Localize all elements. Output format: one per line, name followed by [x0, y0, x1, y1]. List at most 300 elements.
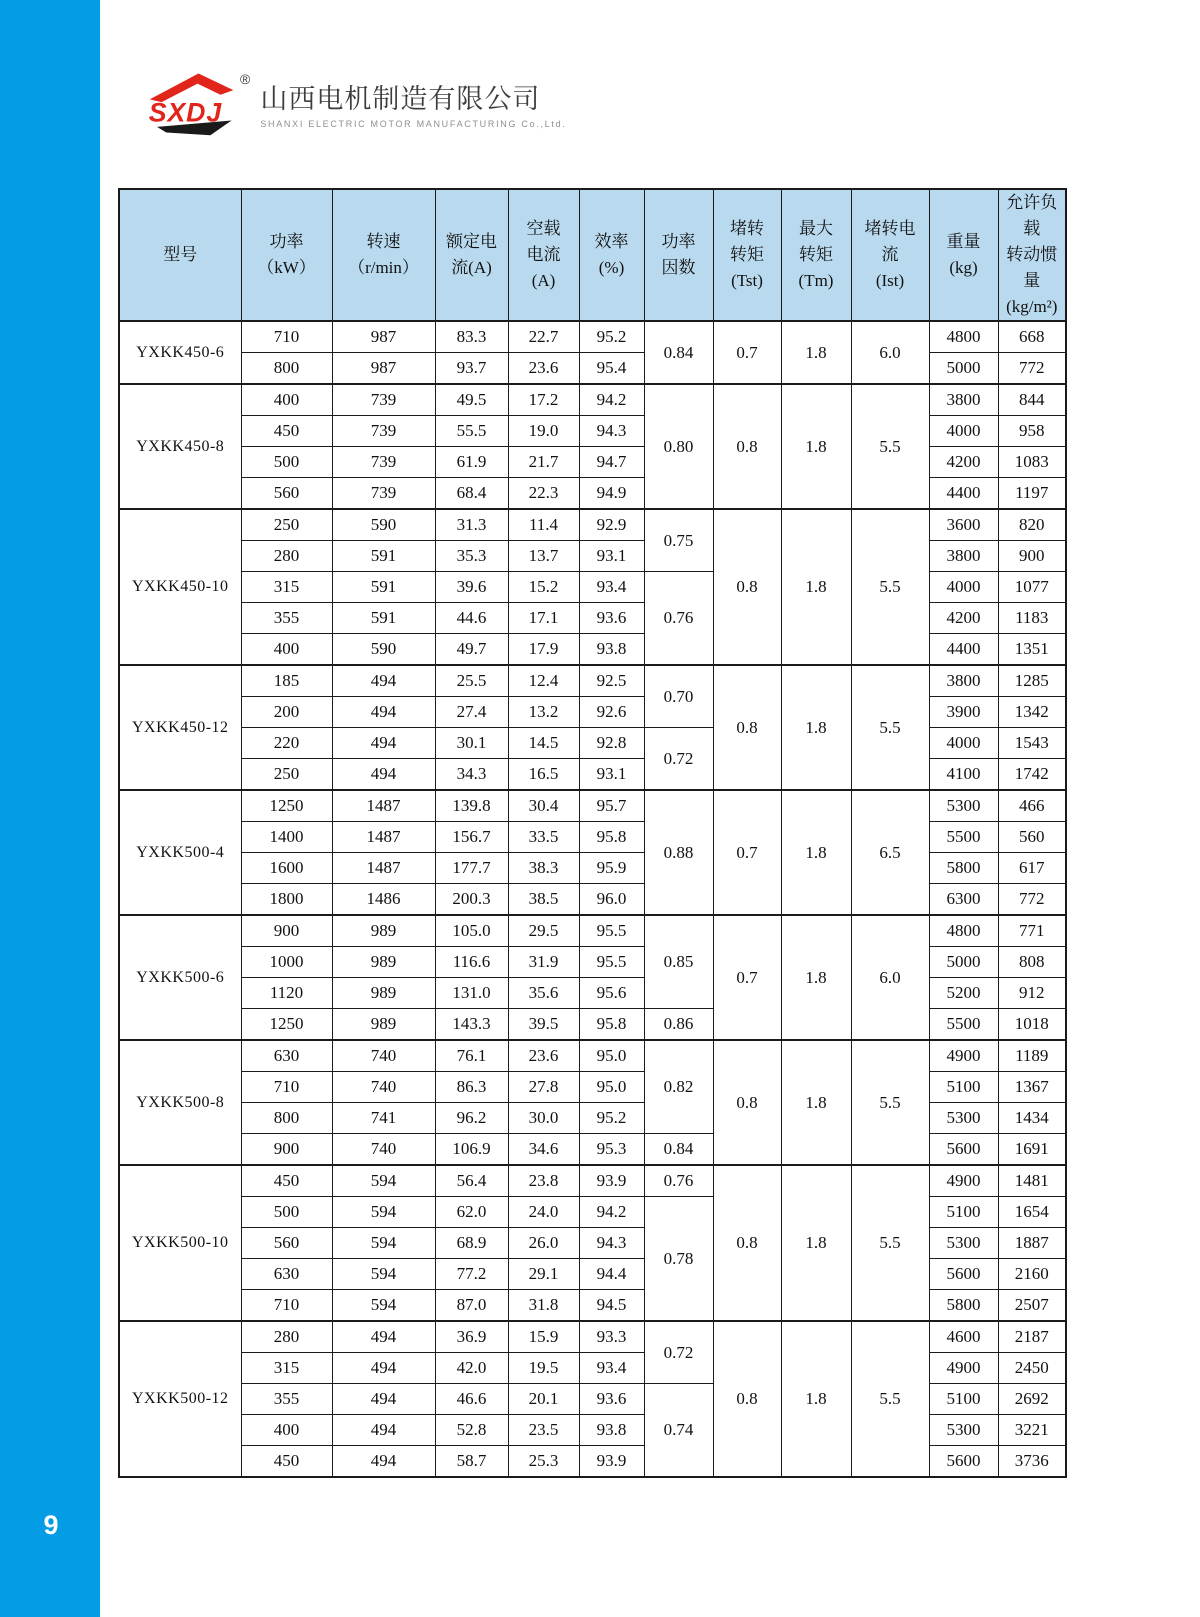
- cell-speed: 987: [332, 353, 435, 385]
- cell-weight: 3800: [929, 541, 998, 572]
- cell-power-factor: 0.70: [644, 665, 713, 728]
- cell-noload-current: 14.5: [508, 728, 579, 759]
- cell-max-torque: 1.8: [781, 509, 851, 665]
- cell-efficiency: 95.8: [579, 822, 644, 853]
- table-row: [119, 790, 1066, 822]
- cell-efficiency: 96.0: [579, 884, 644, 916]
- left-accent-strip: [0, 0, 100, 1617]
- cell-efficiency: 93.3: [579, 1321, 644, 1353]
- cell-power: 250: [241, 509, 332, 541]
- cell-power: 1400: [241, 822, 332, 853]
- col-header-max-torque: 最大 转矩 (Tm): [781, 189, 851, 321]
- cell-inertia: 3736: [998, 1446, 1066, 1478]
- table-row: [119, 384, 1066, 416]
- cell-power: 900: [241, 915, 332, 947]
- cell-speed: 594: [332, 1165, 435, 1197]
- cell-inertia: 668: [998, 321, 1066, 353]
- cell-speed: 739: [332, 384, 435, 416]
- cell-power: 450: [241, 1165, 332, 1197]
- cell-efficiency: 95.5: [579, 915, 644, 947]
- cell-rated-current: 143.3: [435, 1009, 508, 1041]
- cell-power: 1000: [241, 947, 332, 978]
- cell-speed: 594: [332, 1290, 435, 1322]
- cell-speed: 494: [332, 759, 435, 791]
- cell-weight: 4800: [929, 321, 998, 353]
- cell-efficiency: 93.8: [579, 1415, 644, 1446]
- cell-noload-current: 38.3: [508, 853, 579, 884]
- cell-noload-current: 39.5: [508, 1009, 579, 1041]
- cell-speed: 594: [332, 1259, 435, 1290]
- cell-inertia: 1077: [998, 572, 1066, 603]
- table-row: [119, 509, 1066, 541]
- cell-weight: 4100: [929, 759, 998, 791]
- cell-power-factor: 0.72: [644, 728, 713, 791]
- cell-rated-current: 139.8: [435, 790, 508, 822]
- cell-weight: 5300: [929, 1415, 998, 1446]
- cell-noload-current: 29.1: [508, 1259, 579, 1290]
- cell-inertia: 560: [998, 822, 1066, 853]
- cell-weight: 5100: [929, 1384, 998, 1415]
- cell-efficiency: 95.2: [579, 1103, 644, 1134]
- cell-weight: 4800: [929, 915, 998, 947]
- cell-speed: 494: [332, 665, 435, 697]
- cell-inertia: 2692: [998, 1384, 1066, 1415]
- cell-weight: 4000: [929, 416, 998, 447]
- cell-efficiency: 93.1: [579, 759, 644, 791]
- cell-power-factor: 0.72: [644, 1321, 713, 1384]
- col-header-model: 型号: [119, 189, 241, 321]
- cell-speed: 494: [332, 728, 435, 759]
- cell-noload-current: 23.8: [508, 1165, 579, 1197]
- cell-power: 450: [241, 1446, 332, 1478]
- cell-power: 200: [241, 697, 332, 728]
- cell-noload-current: 34.6: [508, 1134, 579, 1166]
- cell-speed: 739: [332, 416, 435, 447]
- cell-power: 355: [241, 603, 332, 634]
- cell-noload-current: 31.9: [508, 947, 579, 978]
- col-header-locked-current: 堵转电 流 (Ist): [851, 189, 929, 321]
- cell-efficiency: 95.9: [579, 853, 644, 884]
- cell-model: YXKK500-6: [119, 915, 241, 1040]
- cell-power: 900: [241, 1134, 332, 1166]
- cell-efficiency: 93.6: [579, 1384, 644, 1415]
- cell-efficiency: 94.2: [579, 384, 644, 416]
- cell-power-factor: 0.84: [644, 1134, 713, 1166]
- cell-power: 315: [241, 572, 332, 603]
- cell-noload-current: 23.6: [508, 353, 579, 385]
- cell-weight: 5300: [929, 1228, 998, 1259]
- cell-inertia: 1189: [998, 1040, 1066, 1072]
- cell-speed: 494: [332, 1415, 435, 1446]
- col-header-efficiency: 效率 (%): [579, 189, 644, 321]
- company-logo: [146, 66, 567, 140]
- cell-max-torque: 1.8: [781, 321, 851, 384]
- cell-efficiency: 94.5: [579, 1290, 644, 1322]
- cell-rated-current: 131.0: [435, 978, 508, 1009]
- cell-efficiency: 94.2: [579, 1197, 644, 1228]
- cell-efficiency: 95.6: [579, 978, 644, 1009]
- cell-speed: 989: [332, 947, 435, 978]
- cell-rated-current: 77.2: [435, 1259, 508, 1290]
- table-row: [119, 1165, 1066, 1197]
- cell-weight: 6300: [929, 884, 998, 916]
- cell-noload-current: 22.3: [508, 478, 579, 510]
- col-header-power: 功率 （kW）: [241, 189, 332, 321]
- cell-power: 800: [241, 1103, 332, 1134]
- cell-power-factor: 0.75: [644, 509, 713, 572]
- cell-inertia: 1434: [998, 1103, 1066, 1134]
- cell-power: 315: [241, 1353, 332, 1384]
- cell-inertia: 900: [998, 541, 1066, 572]
- cell-max-torque: 1.8: [781, 1040, 851, 1165]
- cell-inertia: 1654: [998, 1197, 1066, 1228]
- cell-weight: 5500: [929, 1009, 998, 1041]
- table-row: [119, 665, 1066, 697]
- cell-rated-current: 106.9: [435, 1134, 508, 1166]
- cell-inertia: 1183: [998, 603, 1066, 634]
- cell-rated-current: 31.3: [435, 509, 508, 541]
- cell-weight: 4200: [929, 603, 998, 634]
- cell-inertia: 617: [998, 853, 1066, 884]
- cell-speed: 494: [332, 1446, 435, 1478]
- cell-rated-current: 39.6: [435, 572, 508, 603]
- cell-noload-current: 29.5: [508, 915, 579, 947]
- cell-weight: 4000: [929, 572, 998, 603]
- cell-weight: 3800: [929, 384, 998, 416]
- cell-rated-current: 36.9: [435, 1321, 508, 1353]
- cell-efficiency: 93.9: [579, 1446, 644, 1478]
- cell-weight: 4400: [929, 478, 998, 510]
- cell-inertia: 820: [998, 509, 1066, 541]
- cell-rated-current: 61.9: [435, 447, 508, 478]
- cell-max-torque: 1.8: [781, 790, 851, 915]
- cell-weight: 5300: [929, 1103, 998, 1134]
- cell-weight: 4900: [929, 1165, 998, 1197]
- cell-efficiency: 92.9: [579, 509, 644, 541]
- cell-noload-current: 17.9: [508, 634, 579, 666]
- cell-noload-current: 30.4: [508, 790, 579, 822]
- cell-inertia: 1351: [998, 634, 1066, 666]
- col-header-rated-current: 额定电 流(A): [435, 189, 508, 321]
- cell-locked-torque: 0.8: [713, 509, 781, 665]
- cell-noload-current: 11.4: [508, 509, 579, 541]
- cell-efficiency: 92.8: [579, 728, 644, 759]
- cell-inertia: 912: [998, 978, 1066, 1009]
- col-header-weight: 重量 (kg): [929, 189, 998, 321]
- cell-efficiency: 94.3: [579, 1228, 644, 1259]
- cell-power-factor: 0.76: [644, 1165, 713, 1197]
- cell-efficiency: 95.8: [579, 1009, 644, 1041]
- cell-weight: 5600: [929, 1134, 998, 1166]
- cell-speed: 494: [332, 1384, 435, 1415]
- cell-speed: 494: [332, 1321, 435, 1353]
- cell-max-torque: 1.8: [781, 665, 851, 790]
- cell-locked-torque: 0.8: [713, 1321, 781, 1477]
- cell-noload-current: 27.8: [508, 1072, 579, 1103]
- cell-locked-current: 5.5: [851, 1165, 929, 1321]
- cell-inertia: 2187: [998, 1321, 1066, 1353]
- cell-power: 500: [241, 1197, 332, 1228]
- cell-inertia: 772: [998, 884, 1066, 916]
- cell-locked-torque: 0.7: [713, 321, 781, 384]
- table-header: [119, 189, 1066, 321]
- cell-speed: 987: [332, 321, 435, 353]
- cell-power: 280: [241, 1321, 332, 1353]
- cell-power: 400: [241, 384, 332, 416]
- cell-rated-current: 86.3: [435, 1072, 508, 1103]
- cell-power: 185: [241, 665, 332, 697]
- cell-noload-current: 17.2: [508, 384, 579, 416]
- cell-speed: 989: [332, 1009, 435, 1041]
- cell-power: 500: [241, 447, 332, 478]
- cell-speed: 591: [332, 541, 435, 572]
- cell-efficiency: 92.6: [579, 697, 644, 728]
- cell-inertia: 772: [998, 353, 1066, 385]
- cell-rated-current: 52.8: [435, 1415, 508, 1446]
- cell-weight: 5000: [929, 353, 998, 385]
- cell-power: 220: [241, 728, 332, 759]
- cell-locked-current: 5.5: [851, 1321, 929, 1477]
- cell-model: YXKK450-12: [119, 665, 241, 790]
- motor-spec-table: [118, 188, 1067, 1478]
- cell-power: 250: [241, 759, 332, 791]
- cell-weight: 4900: [929, 1353, 998, 1384]
- cell-rated-current: 34.3: [435, 759, 508, 791]
- cell-weight: 5000: [929, 947, 998, 978]
- cell-speed: 594: [332, 1197, 435, 1228]
- cell-power: 400: [241, 1415, 332, 1446]
- cell-speed: 739: [332, 478, 435, 510]
- cell-max-torque: 1.8: [781, 1165, 851, 1321]
- cell-power: 560: [241, 478, 332, 510]
- cell-rated-current: 49.7: [435, 634, 508, 666]
- cell-power: 630: [241, 1040, 332, 1072]
- cell-rated-current: 156.7: [435, 822, 508, 853]
- cell-speed: 739: [332, 447, 435, 478]
- cell-noload-current: 30.0: [508, 1103, 579, 1134]
- cell-power-factor: 0.82: [644, 1040, 713, 1134]
- cell-weight: 5500: [929, 822, 998, 853]
- cell-rated-current: 58.7: [435, 1446, 508, 1478]
- cell-locked-torque: 0.8: [713, 1165, 781, 1321]
- cell-power-factor: 0.80: [644, 384, 713, 509]
- cell-rated-current: 116.6: [435, 947, 508, 978]
- cell-speed: 594: [332, 1228, 435, 1259]
- cell-inertia: 1018: [998, 1009, 1066, 1041]
- col-header-locked-torque: 堵转 转矩 (Tst): [713, 189, 781, 321]
- cell-noload-current: 17.1: [508, 603, 579, 634]
- cell-efficiency: 95.3: [579, 1134, 644, 1166]
- cell-noload-current: 13.2: [508, 697, 579, 728]
- cell-inertia: 3221: [998, 1415, 1066, 1446]
- cell-weight: 3600: [929, 509, 998, 541]
- cell-locked-current: 5.5: [851, 384, 929, 509]
- cell-rated-current: 105.0: [435, 915, 508, 947]
- cell-rated-current: 49.5: [435, 384, 508, 416]
- cell-speed: 590: [332, 509, 435, 541]
- cell-speed: 989: [332, 915, 435, 947]
- cell-weight: 3900: [929, 697, 998, 728]
- cell-rated-current: 177.7: [435, 853, 508, 884]
- cell-power: 280: [241, 541, 332, 572]
- cell-efficiency: 95.0: [579, 1072, 644, 1103]
- cell-rated-current: 68.4: [435, 478, 508, 510]
- cell-speed: 494: [332, 1353, 435, 1384]
- cell-locked-torque: 0.8: [713, 1040, 781, 1165]
- cell-efficiency: 95.5: [579, 947, 644, 978]
- cell-efficiency: 93.9: [579, 1165, 644, 1197]
- cell-rated-current: 87.0: [435, 1290, 508, 1322]
- cell-locked-torque: 0.7: [713, 915, 781, 1040]
- cell-power: 710: [241, 1072, 332, 1103]
- cell-speed: 494: [332, 697, 435, 728]
- cell-power: 710: [241, 321, 332, 353]
- cell-rated-current: 42.0: [435, 1353, 508, 1384]
- cell-noload-current: 24.0: [508, 1197, 579, 1228]
- cell-efficiency: 94.9: [579, 478, 644, 510]
- cell-power-factor: 0.86: [644, 1009, 713, 1041]
- cell-rated-current: 93.7: [435, 353, 508, 385]
- cell-speed: 1487: [332, 853, 435, 884]
- cell-efficiency: 93.4: [579, 572, 644, 603]
- cell-weight: 5100: [929, 1072, 998, 1103]
- company-name-block: [260, 77, 566, 129]
- cell-power: 630: [241, 1259, 332, 1290]
- cell-efficiency: 95.2: [579, 321, 644, 353]
- cell-noload-current: 22.7: [508, 321, 579, 353]
- cell-locked-torque: 0.8: [713, 665, 781, 790]
- col-header-inertia: 允许负载 转动惯量 (kg/m²): [998, 189, 1066, 321]
- cell-weight: 5100: [929, 1197, 998, 1228]
- cell-rated-current: 56.4: [435, 1165, 508, 1197]
- table-row: [119, 1321, 1066, 1353]
- cell-speed: 1487: [332, 822, 435, 853]
- cell-locked-torque: 0.8: [713, 384, 781, 509]
- cell-rated-current: 83.3: [435, 321, 508, 353]
- cell-inertia: 2450: [998, 1353, 1066, 1384]
- cell-efficiency: 93.6: [579, 603, 644, 634]
- cell-efficiency: 93.1: [579, 541, 644, 572]
- table-body: [119, 321, 1066, 1477]
- cell-power-factor: 0.74: [644, 1384, 713, 1478]
- cell-power: 560: [241, 1228, 332, 1259]
- cell-power-factor: 0.85: [644, 915, 713, 1009]
- cell-weight: 5600: [929, 1259, 998, 1290]
- cell-power-factor: 0.78: [644, 1197, 713, 1322]
- col-header-speed: 转速 （r/min）: [332, 189, 435, 321]
- cell-inertia: 1342: [998, 697, 1066, 728]
- registered-trademark-symbol: ®: [240, 71, 251, 87]
- cell-speed: 1487: [332, 790, 435, 822]
- table-row: [119, 1040, 1066, 1072]
- cell-inertia: 1197: [998, 478, 1066, 510]
- cell-locked-current: 6.5: [851, 790, 929, 915]
- logo-abbr: SXDJ: [148, 97, 223, 128]
- cell-inertia: 1285: [998, 665, 1066, 697]
- cell-rated-current: 44.6: [435, 603, 508, 634]
- cell-noload-current: 33.5: [508, 822, 579, 853]
- cell-power: 710: [241, 1290, 332, 1322]
- cell-model: YXKK500-4: [119, 790, 241, 915]
- cell-inertia: 466: [998, 790, 1066, 822]
- cell-locked-current: 5.5: [851, 1040, 929, 1165]
- cell-efficiency: 95.4: [579, 353, 644, 385]
- table-header-row: [119, 189, 1066, 321]
- cell-noload-current: 19.0: [508, 416, 579, 447]
- cell-model: YXKK450-6: [119, 321, 241, 384]
- cell-max-torque: 1.8: [781, 915, 851, 1040]
- cell-weight: 5600: [929, 1446, 998, 1478]
- cell-noload-current: 21.7: [508, 447, 579, 478]
- cell-inertia: 844: [998, 384, 1066, 416]
- cell-speed: 591: [332, 572, 435, 603]
- cell-power: 400: [241, 634, 332, 666]
- cell-efficiency: 95.7: [579, 790, 644, 822]
- cell-locked-current: 5.5: [851, 665, 929, 790]
- col-header-noload-current: 空载 电流 (A): [508, 189, 579, 321]
- cell-weight: 3800: [929, 665, 998, 697]
- cell-rated-current: 96.2: [435, 1103, 508, 1134]
- cell-model: YXKK450-10: [119, 509, 241, 665]
- cell-rated-current: 25.5: [435, 665, 508, 697]
- table-row: [119, 321, 1066, 353]
- cell-rated-current: 35.3: [435, 541, 508, 572]
- table-row: [119, 915, 1066, 947]
- cell-weight: 5800: [929, 853, 998, 884]
- cell-locked-torque: 0.7: [713, 790, 781, 915]
- cell-inertia: 1543: [998, 728, 1066, 759]
- cell-weight: 5300: [929, 790, 998, 822]
- cell-inertia: 2507: [998, 1290, 1066, 1322]
- cell-noload-current: 16.5: [508, 759, 579, 791]
- cell-power: 355: [241, 1384, 332, 1415]
- cell-power-factor: 0.76: [644, 572, 713, 666]
- cell-rated-current: 62.0: [435, 1197, 508, 1228]
- cell-power: 1800: [241, 884, 332, 916]
- cell-speed: 1486: [332, 884, 435, 916]
- cell-locked-current: 5.5: [851, 509, 929, 665]
- cell-speed: 740: [332, 1072, 435, 1103]
- cell-power: 1600: [241, 853, 332, 884]
- col-header-power-factor: 功率 因数: [644, 189, 713, 321]
- cell-noload-current: 31.8: [508, 1290, 579, 1322]
- cell-speed: 741: [332, 1103, 435, 1134]
- cell-rated-current: 55.5: [435, 416, 508, 447]
- cell-weight: 4400: [929, 634, 998, 666]
- cell-noload-current: 15.2: [508, 572, 579, 603]
- cell-inertia: 1083: [998, 447, 1066, 478]
- cell-model: YXKK500-10: [119, 1165, 241, 1321]
- cell-speed: 590: [332, 634, 435, 666]
- cell-model: YXKK450-8: [119, 384, 241, 509]
- cell-weight: 5200: [929, 978, 998, 1009]
- cell-efficiency: 94.3: [579, 416, 644, 447]
- cell-power: 1250: [241, 1009, 332, 1041]
- cell-efficiency: 94.7: [579, 447, 644, 478]
- cell-noload-current: 25.3: [508, 1446, 579, 1478]
- cell-inertia: 958: [998, 416, 1066, 447]
- cell-power: 450: [241, 416, 332, 447]
- cell-weight: 4600: [929, 1321, 998, 1353]
- cell-noload-current: 13.7: [508, 541, 579, 572]
- cell-inertia: 1481: [998, 1165, 1066, 1197]
- cell-inertia: 1887: [998, 1228, 1066, 1259]
- cell-model: YXKK500-12: [119, 1321, 241, 1477]
- cell-rated-current: 76.1: [435, 1040, 508, 1072]
- cell-noload-current: 38.5: [508, 884, 579, 916]
- cell-power: 1250: [241, 790, 332, 822]
- page-number: 9: [43, 1510, 59, 1540]
